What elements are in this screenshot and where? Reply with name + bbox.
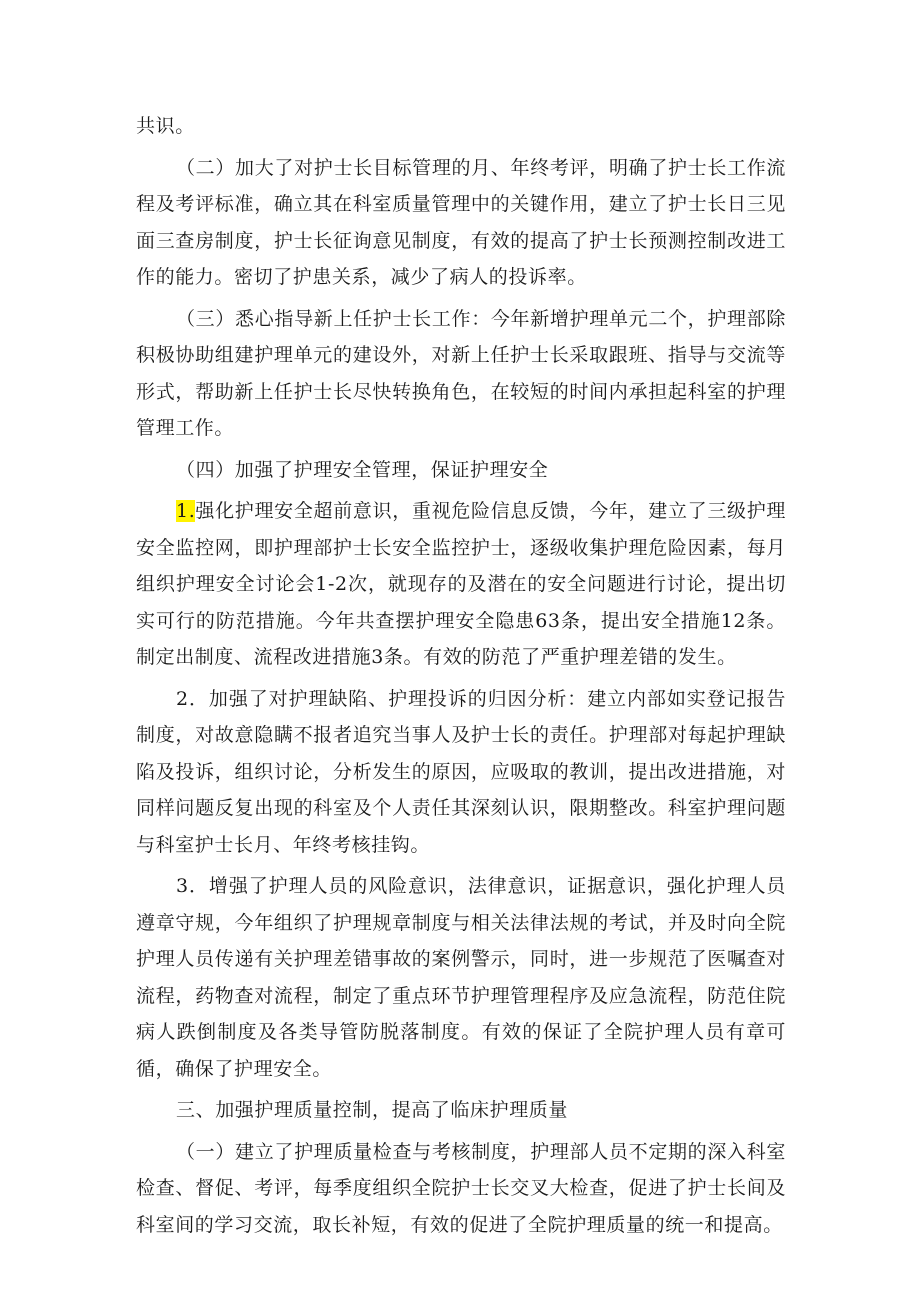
paragraph-head-nurse-evaluation: （二）加大了对护士长目标管理的月、年终考评，明确了护士长工作流程及考评标准，确立其在科室质量管理中的关键作用，建立了护士长日三见面三查房制度，护士长征询意见制度，有效的提高了护士长预测控制改进工作的能力。密切了护患关系，减少了病人的投诉率。 [136, 156, 786, 288]
paragraph-quality-inspection: （一）建立了护理质量检查与考核制度，护理部人员不定期的深入科室检查、督促、考评，每季度组织全院护士长交叉大检查，促进了护士长间及科室间的学习交流，取长补短，有效的促进了全院护理质量的统一和提高。 [136, 1140, 786, 1236]
heading-safety-management: （四）加强了护理安全管理，保证护理安全 [176, 458, 549, 481]
heading-quality-control: 三、加强护理质量控制，提高了临床护理质量 [176, 1099, 569, 1121]
document-body [136, 108, 786, 1248]
paragraph-safety-awareness [136, 493, 786, 676]
paragraph-continuation: 共识。 [136, 115, 195, 137]
paragraph-safety-awareness-text: 强化护理安全超前意识，重视危险信息反馈，今年，建立了三级护理安全监控网，即护理部护士长安全监控护士，逐级收集护理危险因素，每月组织护理安全讨论会1-2次，就现存的及潜在的安全问题进行讨论，提出切实可行的防范措施。今年共查摆护理安全隐患63条，提出安全措施12条。制定出制度、流程改进措施3条。有效的防范了严重护理差错的发生。 [136, 500, 786, 668]
paragraph-risk-awareness: 3．增强了护理人员的风险意识，法律意识，证据意识，强化护理人员遵章守规，今年组织了护理规章制度与相关法律法规的考试，并及时向全院护理人员传递有关护理差错事故的案例警示，同时，进一步规范了医嘱查对流程，药物查对流程，制定了重点环节护理管理程序及应急流程，防范住院病人跌倒制度及各类导管防脱落制度。有效的保证了全院护理人员有章可循，确保了护理安全。 [136, 875, 786, 1080]
highlighted-list-marker: 1. [176, 500, 196, 522]
paragraph-defect-analysis: 2．加强了对护理缺陷、护理投诉的归因分析：建立内部如实登记报告制度，对故意隐瞒不报者追究当事人及护士长的责任。护理部对每起护理缺陷及投诉，组织讨论，分析发生的原因，应吸取的教训，提出改进措施，对同样问题反复出现的科室及个人责任其深刻认识，限期整改。科室护理问题与科室护士长月、年终考核挂钩。 [136, 687, 786, 856]
paragraph-new-head-nurse-guidance: （三）悉心指导新上任护士长工作：今年新增护理单元二个，护理部除积极协助组建护理单元的建设外，对新上任护士长采取跟班、指导与交流等形式，帮助新上任护士长尽快转换角色，在较短的时间内承担起科室的护理管理工作。 [136, 307, 786, 439]
